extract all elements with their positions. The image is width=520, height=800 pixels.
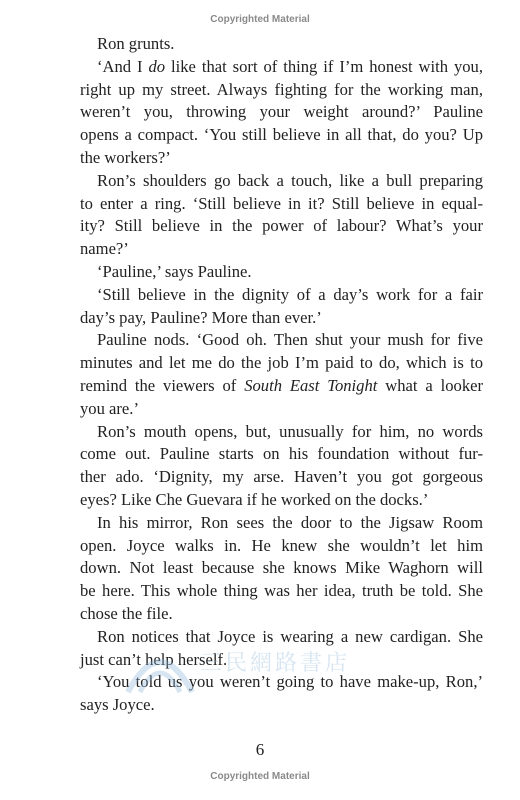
text-line: opens a compact. ‘You still believe in all that, do you? Up (80, 125, 483, 145)
text-line: to enter a ring. ‘Still believe in it? Still believe in equal- (80, 193, 483, 213)
text-line: ‘Still believe in the dignity of a day’s work for a fair (97, 284, 483, 304)
paragraph (80, 421, 483, 512)
text-line: In his mirror, Ron sees the door to the Jigsaw Room (97, 512, 483, 532)
text-line: remind the viewers of South East Tonight what a looker (80, 375, 484, 395)
text-line: ‘You told us you weren’t going to have make-up, Ron,’ (97, 672, 483, 692)
text-line: Ron grunts. (97, 34, 175, 53)
text-line: minutes and let me do the job I’m paid to do, which is to (80, 353, 483, 373)
paragraph (80, 170, 483, 261)
text-line: Ron’s mouth opens, but, unusually for him, no words (97, 421, 483, 441)
text-line: name?’ (80, 239, 129, 259)
text-line: down. Not least because she knows Mike Waghorn will (80, 558, 483, 578)
text-line: ther ado. ‘Dignity, my arse. Haven’t you got gorgeous (80, 467, 483, 487)
paragraph (80, 512, 483, 626)
italic-title: South East Tonight (244, 375, 378, 395)
text-line: weren’t you, throwing your weight around?’ Pauline (80, 102, 483, 122)
italic-word: do (148, 56, 166, 76)
copyright-footer: Copyrighted Material (210, 771, 310, 782)
text-line: ity? Still believe in the power of labour? What’s your (80, 216, 483, 236)
page-number: 6 (255, 740, 265, 759)
text-line: come out. Pauline starts on his foundation without fur- (80, 444, 483, 464)
page-body (80, 33, 483, 717)
text-line: be here. This whole thing was her idea, truth be told. She (80, 581, 483, 601)
paragraph (80, 261, 483, 284)
paragraph (80, 671, 483, 717)
paragraph (80, 33, 483, 56)
text-line: Ron’s shoulders go back a touch, like a bull preparing (97, 170, 483, 190)
text-line: open. Joyce walks in. He knew she wouldn’t let him (80, 535, 483, 555)
text-line: the workers?’ (80, 147, 171, 167)
text-line: ‘Pauline,’ says Pauline. (97, 261, 252, 281)
text-line: eyes? Like Che Guevara if he worked on the docks.’ (80, 489, 429, 509)
paragraph (80, 56, 483, 170)
text-line: Pauline nods. ‘Good oh. Then shut your mush for five (97, 330, 483, 350)
watermark-text: 三民網路書店 (200, 651, 351, 676)
text-line: day’s pay, Pauline? More than ever.’ (80, 307, 322, 327)
text-line: says Joyce. (80, 695, 155, 715)
text-line: just can’t help herself. (80, 649, 228, 669)
text-line: right up my street. Always fighting for the working man, (80, 79, 483, 99)
copyright-header: Copyrighted Material (210, 14, 310, 25)
text-line: ‘And I do like that sort of thing if I’m honest with you, (97, 56, 483, 76)
text-line: chose the file. (80, 603, 173, 623)
paragraph (80, 626, 483, 672)
paragraph (80, 329, 483, 420)
text-line: you are.’ (80, 398, 139, 418)
text-line: Ron notices that Joyce is wearing a new cardigan. She (97, 626, 483, 646)
paragraph (80, 284, 483, 330)
